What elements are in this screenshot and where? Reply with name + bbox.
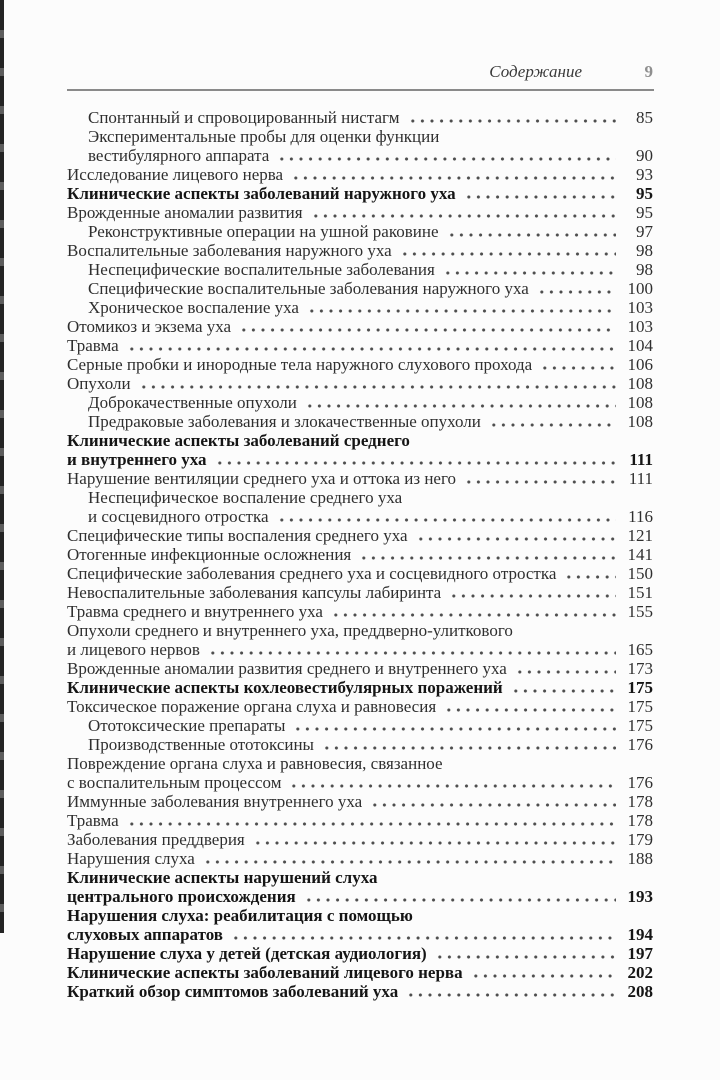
toc-entry-title: Специфические типы воспаления среднего уха bbox=[67, 526, 408, 545]
toc-entry-page-number: 121 bbox=[627, 526, 653, 545]
toc-entry-line bbox=[67, 412, 653, 431]
dot-leader bbox=[462, 186, 616, 199]
toc-entry-line bbox=[67, 735, 653, 754]
toc-entry-page-number: 93 bbox=[636, 165, 653, 184]
toc-entry bbox=[67, 355, 653, 374]
toc-entry-page-number: 193 bbox=[627, 887, 653, 906]
toc-entry-title: Клинические аспекты кохлеовестибулярных поражений bbox=[67, 678, 503, 697]
dot-leader bbox=[229, 927, 616, 940]
dot-leader bbox=[201, 851, 616, 864]
toc-entry-title: и внутреннего уха bbox=[67, 450, 207, 469]
dot-leader bbox=[291, 718, 616, 731]
header-rule bbox=[67, 89, 654, 91]
toc-entry-title: Врожденные аномалии развития среднего и внутреннего уха bbox=[67, 659, 507, 678]
toc-entry bbox=[67, 203, 653, 222]
toc-entry bbox=[67, 602, 653, 621]
dot-leader bbox=[251, 832, 616, 845]
toc-entry-title: Нарушения слуха: реабилитация с помощью bbox=[67, 906, 413, 925]
toc-entry-line bbox=[67, 165, 653, 184]
toc-entry-page-number: 176 bbox=[627, 773, 653, 792]
toc-entry-line bbox=[67, 260, 653, 279]
toc-entry-title: Травма bbox=[67, 336, 119, 355]
toc-entry-line bbox=[67, 849, 653, 868]
scan-edge-artifact bbox=[0, 0, 4, 933]
toc-entry bbox=[67, 545, 653, 564]
dot-leader bbox=[562, 566, 616, 579]
toc-entry-title: Серные пробки и инородные тела наружного слухового прохода bbox=[67, 355, 533, 374]
toc-entry-page-number: 176 bbox=[627, 735, 653, 754]
toc-entry-line bbox=[67, 374, 653, 393]
toc-entry-page-number: 188 bbox=[627, 849, 653, 868]
toc-entry-line bbox=[67, 545, 653, 564]
toc-entry-page-number: 178 bbox=[627, 792, 653, 811]
toc-entry-page-number: 175 bbox=[627, 697, 653, 716]
dot-leader bbox=[206, 642, 616, 655]
toc-list bbox=[67, 108, 653, 1001]
toc-entry-line bbox=[67, 716, 653, 735]
dot-leader bbox=[309, 205, 616, 218]
toc-entry-title: Клинические аспекты заболеваний наружного уха bbox=[67, 184, 456, 203]
dot-leader bbox=[368, 794, 616, 807]
toc-entry-title: Нарушение слуха у детей (детская аудиология) bbox=[67, 944, 427, 963]
toc-entry-page-number: 95 bbox=[636, 203, 653, 222]
toc-entry-title: Клинические аспекты заболеваний среднего bbox=[67, 431, 410, 450]
toc-entry-page-number: 173 bbox=[627, 659, 653, 678]
toc-entry-title: Клинические аспекты заболеваний лицевого нерва bbox=[67, 963, 463, 982]
dot-leader bbox=[433, 946, 616, 959]
toc-entry bbox=[67, 583, 653, 602]
toc-entry-page-number: 85 bbox=[636, 108, 653, 127]
toc-entry-line bbox=[67, 583, 653, 602]
toc-entry bbox=[67, 792, 653, 811]
running-header-page-number: 9 bbox=[644, 62, 653, 81]
toc-entry bbox=[67, 127, 653, 165]
toc-entry-line bbox=[67, 450, 653, 469]
toc-entry bbox=[67, 469, 653, 488]
toc-entry-title: Спонтанный и спровоцированный нистагм bbox=[88, 108, 400, 127]
toc-entry-line bbox=[67, 241, 653, 260]
toc-entry-line bbox=[67, 678, 653, 697]
toc-entry-title: и сосцевидного отростка bbox=[88, 507, 269, 526]
toc-entry bbox=[67, 982, 653, 1001]
toc-entry-title: Специфические воспалительные заболевания наружного уха bbox=[88, 279, 529, 298]
dot-leader bbox=[414, 528, 616, 541]
toc-entry bbox=[67, 260, 653, 279]
toc-entry-page-number: 175 bbox=[627, 678, 653, 697]
dot-leader bbox=[398, 243, 616, 256]
toc-entry-page-number: 165 bbox=[627, 640, 653, 659]
toc-entry-page-number: 97 bbox=[636, 222, 653, 241]
toc-entry-line bbox=[67, 108, 653, 127]
dot-leader bbox=[289, 167, 616, 180]
toc-entry bbox=[67, 241, 653, 260]
toc-entry-line bbox=[67, 906, 653, 925]
toc-entry bbox=[67, 830, 653, 849]
toc-entry-line bbox=[67, 127, 653, 146]
dot-leader bbox=[329, 604, 616, 617]
toc-entry-line bbox=[67, 925, 653, 944]
toc-entry-title: Невоспалительные заболевания капсулы лабиринта bbox=[67, 583, 442, 602]
dot-leader bbox=[487, 414, 616, 427]
toc-entry-line bbox=[67, 146, 653, 165]
toc-entry bbox=[67, 659, 653, 678]
toc-entry-line bbox=[67, 222, 653, 241]
toc-entry-title: вестибулярного аппарата bbox=[88, 146, 270, 165]
toc-entry-line bbox=[67, 887, 653, 906]
toc-entry bbox=[67, 184, 653, 203]
toc-entry-line bbox=[67, 982, 653, 1001]
toc-entry-title: Отогенные инфекционные осложнения bbox=[67, 545, 352, 564]
toc-entry-page-number: 178 bbox=[627, 811, 653, 830]
toc-entry-line bbox=[67, 184, 653, 203]
dot-leader bbox=[538, 357, 616, 370]
toc-entry-line bbox=[67, 830, 653, 849]
dot-leader bbox=[305, 300, 616, 313]
toc-entry bbox=[67, 621, 653, 659]
dot-leader bbox=[535, 281, 616, 294]
toc-entry-page-number: 150 bbox=[627, 564, 653, 583]
toc-entry-page-number: 98 bbox=[636, 241, 653, 260]
toc-entry-line bbox=[67, 697, 653, 716]
toc-entry bbox=[67, 849, 653, 868]
toc-entry-title: с воспалительным процессом bbox=[67, 773, 282, 792]
toc-entry-line bbox=[67, 317, 653, 336]
dot-leader bbox=[469, 965, 616, 978]
dot-leader bbox=[441, 262, 616, 275]
toc-entry-title: и лицевого нервов bbox=[67, 640, 200, 659]
toc-entry-page-number: 103 bbox=[627, 317, 653, 336]
toc-entry-line bbox=[67, 431, 653, 450]
toc-entry-title: Краткий обзор симптомов заболеваний уха bbox=[67, 982, 399, 1001]
toc-entry-page-number: 202 bbox=[627, 963, 653, 982]
dot-leader bbox=[513, 661, 616, 674]
toc-entry-title: Неспецифическое воспаление среднего уха bbox=[88, 488, 403, 507]
toc-entry-title: центрального происхождения bbox=[67, 887, 296, 906]
toc-entry-page-number: 111 bbox=[628, 469, 653, 488]
dot-leader bbox=[303, 395, 616, 408]
toc-entry bbox=[67, 412, 653, 431]
toc-entry bbox=[67, 298, 653, 317]
toc-entry-line bbox=[67, 336, 653, 355]
toc-entry-title: Опухоли bbox=[67, 374, 131, 393]
dot-leader bbox=[447, 585, 616, 598]
toc-entry-page-number: 108 bbox=[627, 393, 653, 412]
toc-entry-page-number: 197 bbox=[627, 944, 653, 963]
toc-entry-title: Неспецифические воспалительные заболевания bbox=[88, 260, 435, 279]
toc-entry-title: Клинические аспекты нарушений слуха bbox=[67, 868, 378, 887]
toc-entry bbox=[67, 963, 653, 982]
running-header bbox=[67, 62, 653, 83]
toc-entry-page-number: 175 bbox=[627, 716, 653, 735]
dot-leader bbox=[237, 319, 616, 332]
toc-entry-title: Повреждение органа слуха и равновесия, связанное bbox=[67, 754, 443, 773]
dot-leader bbox=[406, 110, 616, 123]
toc-entry-page-number: 116 bbox=[628, 507, 653, 526]
toc-entry bbox=[67, 811, 653, 830]
toc-entry-title: Заболевания преддверия bbox=[67, 830, 245, 849]
toc-entry-line bbox=[67, 469, 653, 488]
toc-entry bbox=[67, 393, 653, 412]
dot-leader bbox=[275, 509, 616, 522]
toc-entry-title: Реконструктивные операции на ушной раковине bbox=[88, 222, 439, 241]
toc-entry-page-number: 103 bbox=[627, 298, 653, 317]
dot-leader bbox=[404, 984, 616, 997]
toc-entry-title: Травма bbox=[67, 811, 119, 830]
dot-leader bbox=[442, 699, 616, 712]
toc-entry bbox=[67, 697, 653, 716]
dot-leader bbox=[462, 471, 616, 484]
toc-entry bbox=[67, 488, 653, 526]
toc-entry-line bbox=[67, 868, 653, 887]
toc-entry bbox=[67, 906, 653, 944]
toc-entry-title: Ототоксические препараты bbox=[88, 716, 286, 735]
dot-leader bbox=[509, 680, 616, 693]
dot-leader bbox=[137, 376, 616, 389]
toc-entry-title: Травма среднего и внутреннего уха bbox=[67, 602, 323, 621]
toc-entry-page-number: 98 bbox=[636, 260, 653, 279]
toc-entry-page-number: 141 bbox=[627, 545, 653, 564]
toc-entry-line bbox=[67, 298, 653, 317]
dot-leader bbox=[302, 889, 616, 902]
toc-entry-line bbox=[67, 526, 653, 545]
toc-entry bbox=[67, 279, 653, 298]
toc-entry-page-number: 111 bbox=[629, 450, 653, 469]
toc-entry-line bbox=[67, 963, 653, 982]
toc-entry bbox=[67, 944, 653, 963]
toc-entry-line bbox=[67, 659, 653, 678]
toc-entry bbox=[67, 754, 653, 792]
toc-entry-title: Хроническое воспаление уха bbox=[88, 298, 299, 317]
toc-entry-line bbox=[67, 602, 653, 621]
toc-entry bbox=[67, 526, 653, 545]
toc-entry-title: Специфические заболевания среднего уха и сосцевидного отростка bbox=[67, 564, 557, 583]
dot-leader bbox=[320, 737, 616, 750]
toc-entry-line bbox=[67, 944, 653, 963]
toc-entry-title: Опухоли среднего и внутреннего уха, преддверно-улиткового bbox=[67, 621, 513, 640]
toc-entry-title: Предраковые заболевания и злокачественные опухоли bbox=[88, 412, 481, 431]
toc-entry bbox=[67, 317, 653, 336]
dot-leader bbox=[125, 813, 616, 826]
running-header-title: Содержание bbox=[489, 62, 582, 81]
toc-entry-page-number: 95 bbox=[636, 184, 653, 203]
toc-entry bbox=[67, 735, 653, 754]
toc-entry-title: Нарушения слуха bbox=[67, 849, 195, 868]
toc-entry-line bbox=[67, 279, 653, 298]
toc-entry-title: Нарушение вентиляции среднего уха и оттока из него bbox=[67, 469, 457, 488]
toc-entry-title: Отомикоз и экзема уха bbox=[67, 317, 232, 336]
toc-entry bbox=[67, 165, 653, 184]
dot-leader bbox=[275, 148, 616, 161]
toc-entry bbox=[67, 678, 653, 697]
toc-entry-page-number: 100 bbox=[627, 279, 653, 298]
toc-entry bbox=[67, 564, 653, 583]
toc-entry-page-number: 194 bbox=[627, 925, 653, 944]
toc-entry-title: Иммунные заболевания внутреннего уха bbox=[67, 792, 363, 811]
toc-entry-line bbox=[67, 621, 653, 640]
toc-entry-line bbox=[67, 355, 653, 374]
toc-entry-line bbox=[67, 507, 653, 526]
toc-entry-title: Токсическое поражение органа слуха и равновесия bbox=[67, 697, 437, 716]
toc-entry-line bbox=[67, 488, 653, 507]
toc-entry bbox=[67, 431, 653, 469]
toc-entry-title: Доброкачественные опухоли bbox=[88, 393, 297, 412]
toc-entry-page-number: 179 bbox=[627, 830, 653, 849]
toc-entry-line bbox=[67, 754, 653, 773]
toc-entry-page-number: 108 bbox=[627, 374, 653, 393]
toc-entry-line bbox=[67, 640, 653, 659]
toc-entry-title: Врожденные аномалии развития bbox=[67, 203, 303, 222]
toc-entry-line bbox=[67, 811, 653, 830]
dot-leader bbox=[357, 547, 616, 560]
toc-entry bbox=[67, 108, 653, 127]
toc-entry bbox=[67, 868, 653, 906]
toc-entry-line bbox=[67, 792, 653, 811]
dot-leader bbox=[213, 452, 616, 465]
toc-entry bbox=[67, 716, 653, 735]
toc-entry-page-number: 90 bbox=[636, 146, 653, 165]
toc-entry-title: слуховых аппаратов bbox=[67, 925, 223, 944]
toc-entry-page-number: 151 bbox=[627, 583, 653, 602]
dot-leader bbox=[287, 775, 616, 788]
toc-entry-page-number: 208 bbox=[627, 982, 653, 1001]
toc-entry bbox=[67, 336, 653, 355]
toc-entry-title: Воспалительные заболевания наружного уха bbox=[67, 241, 392, 260]
toc-entry-line bbox=[67, 564, 653, 583]
toc-entry-page-number: 108 bbox=[627, 412, 653, 431]
toc-entry bbox=[67, 374, 653, 393]
toc-entry-page-number: 106 bbox=[627, 355, 653, 374]
toc-entry-title: Производственные ототоксины bbox=[88, 735, 314, 754]
toc-entry-page-number: 104 bbox=[627, 336, 653, 355]
dot-leader bbox=[445, 224, 616, 237]
toc-entry-line bbox=[67, 203, 653, 222]
toc-entry-line bbox=[67, 773, 653, 792]
toc-entry bbox=[67, 222, 653, 241]
toc-entry-line bbox=[67, 393, 653, 412]
toc-entry-title: Экспериментальные пробы для оценки функции bbox=[88, 127, 440, 146]
dot-leader bbox=[125, 338, 616, 351]
toc-entry-title: Исследование лицевого нерва bbox=[67, 165, 284, 184]
toc-entry-page-number: 155 bbox=[627, 602, 653, 621]
